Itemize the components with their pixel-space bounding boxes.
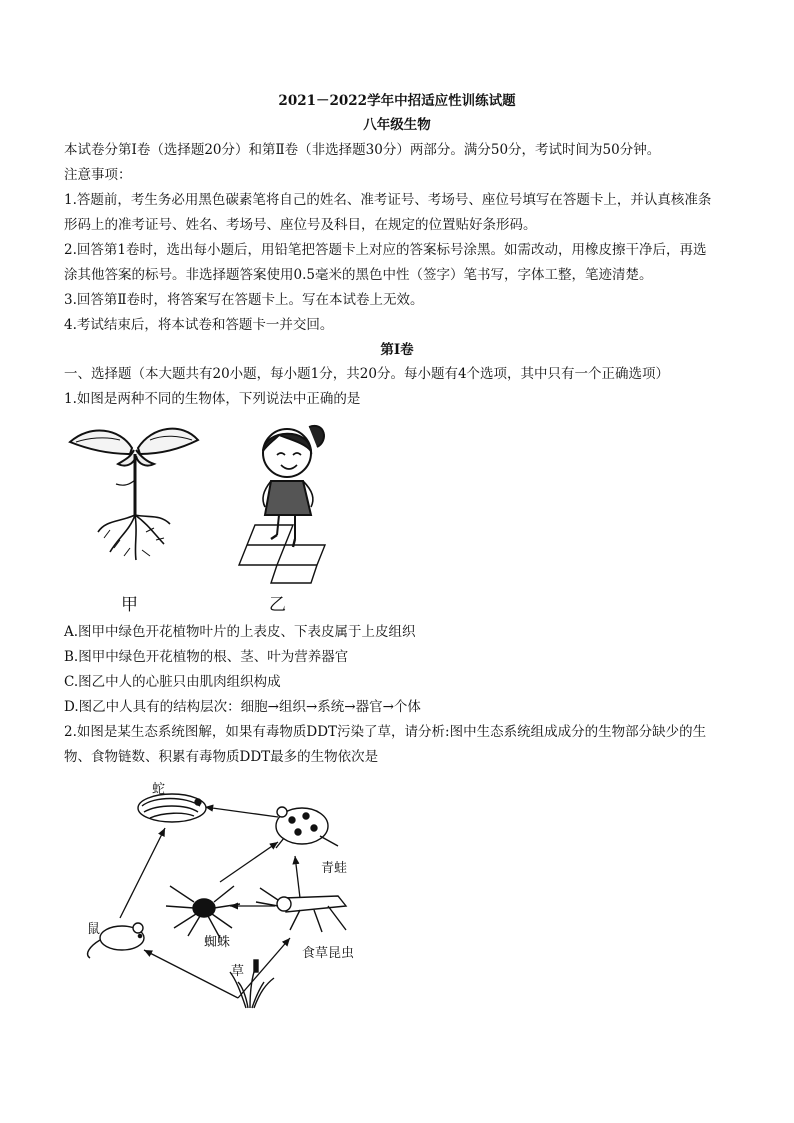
label-frog: 青蛙 [321,861,348,876]
label-grass: 草 [231,964,245,979]
note-line: 形码上的准考证号、姓名、考场号、座位号及科目，在规定的位置贴好条形码。 [64,217,537,233]
snake-icon [138,794,206,822]
label-spider: 蜘蛛 [204,935,231,950]
exam-subject: 八年级生物 [363,117,431,133]
note-line: 1.答题前，考生务必用黑色碳素笔将自己的姓名、准考证号、考场号、座位号填写在答题卡上，并认真核准条 [64,192,712,208]
label-mouse: 鼠 [87,922,101,937]
question-2-stem-line2: 物、食物链数、积累有毒物质DDT最多的生物依次是 [64,749,379,765]
section-instruction: 一、选择题（本大题共有20小题，每小题1分，共20分。每小题有4个选项，其中只有一个正确选项） [64,366,670,382]
note-line: 涂其他答案的标号。非选择题答案使用0.5毫米的黑色中性（签字）笔书写，字体工整，笔迹清楚。 [64,267,653,283]
exam-intro: 本试卷分第Ⅰ卷（选择题20分）和第Ⅱ卷（非选择题30分）两部分。满分50分，考试时间为50分钟。 [64,142,661,158]
grasshopper-icon [256,888,346,932]
note-line: 4.考试结束后，将本试卷和答题卡一并交回。 [64,317,334,333]
plant-illustration [60,420,210,570]
exam-title: 2021－2022学年中招适应性训练试题 [278,93,516,109]
food-web-diagram [70,770,390,1015]
question-1-option-d: D.图乙中人具有的结构层次：细胞→组织→系统→器官→个体 [64,699,421,715]
section-title: 第Ⅰ卷 [380,342,414,358]
label-snake: 蛇 [152,782,166,797]
note-line: 2.回答第1卷时，选出每小题后，用铅笔把答题卡上对应的答案标号涂黑。如需改动，用橡皮擦干净后，再选 [64,242,707,258]
figure-label-right: 乙 [269,595,286,615]
question-1-option-b: B.图甲中绿色开花植物的根、茎、叶为营养器官 [64,649,349,665]
girl-illustration [235,415,345,585]
figure-label-left: 甲 [121,595,138,615]
frog-icon [276,807,338,848]
question-1-option-c: C.图乙中人的心脏只由肌肉组织构成 [64,674,281,690]
question-1-option-a: A.图甲中绿色开花植物叶片的上表皮、下表皮属于上皮组织 [64,624,416,640]
label-insect: 食草昆虫 [302,946,355,961]
note-line: 3.回答第Ⅱ卷时，将答案写在答题卡上。写在本试卷上无效。 [64,292,424,308]
question-2-stem-line1: 2.如图是某生态系统图解，如果有毒物质DDT污染了草，请分析:图中生态系统组成成分的生物部分缺少的生 [64,724,707,740]
question-1-stem: 1.如图是两种不同的生物体，下列说法中正确的是 [64,391,361,407]
notes-heading: 注意事项： [64,167,132,183]
